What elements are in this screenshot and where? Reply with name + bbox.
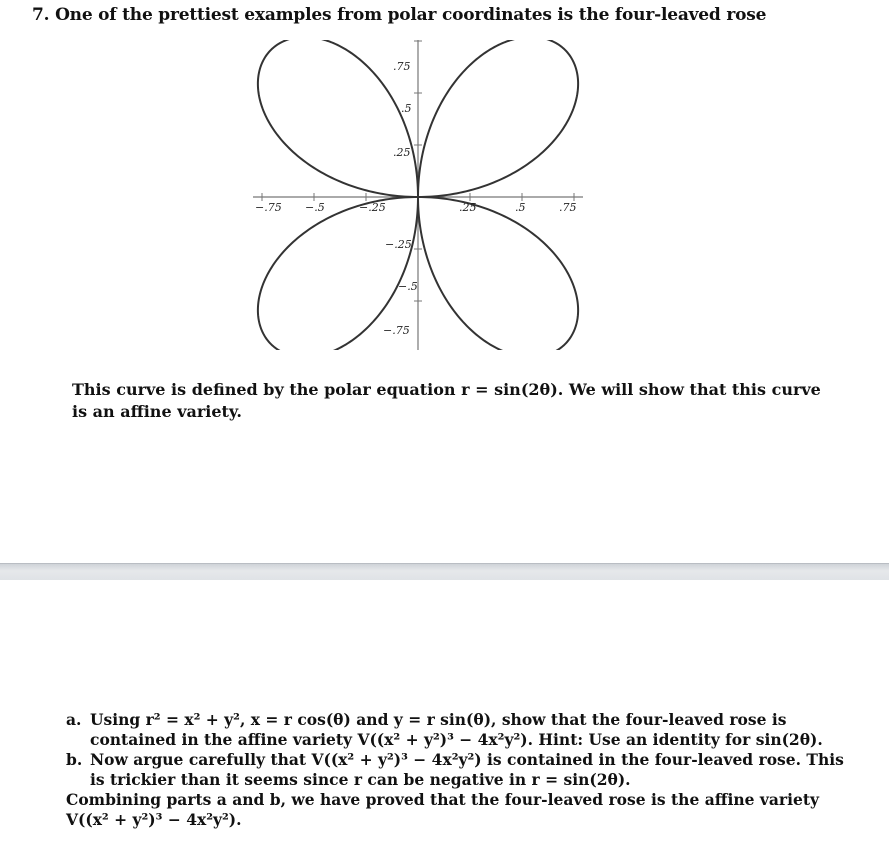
conclusion-paragraph: Combining parts a and b, we have proved that the four-leaved rose is the affine variety V((x² + y²)³ − 4x²y²). <box>66 790 820 829</box>
x-tick-label: −.5 <box>305 201 325 214</box>
part-a <box>66 710 846 750</box>
y-tick-label: −.25 <box>385 238 412 251</box>
question-heading: 7. One of the prettiest examples from polar coordinates is the four-leaved rose <box>32 5 767 25</box>
y-tick-label: .25 <box>393 146 411 159</box>
x-tick-label: −.25 <box>359 201 386 214</box>
four-leaved-rose-figure <box>253 40 583 350</box>
y-tick-label: .75 <box>393 60 411 73</box>
x-tick-label: .5 <box>515 201 526 214</box>
x-tick-label: .75 <box>559 201 577 214</box>
part-a-text: Using r² = x² + y², x = r cos(θ) and y = r sin(θ), show that the four-leaved rose is contained in the affine variety V((x² + y²)³ − 4x²y²). Hint: Use an identity for sin(2θ). <box>90 710 823 749</box>
x-tick-label: .25 <box>459 201 477 214</box>
intro-paragraph: This curve is defined by the polar equation r = sin(2θ). We will show that this curve is an affine variety. <box>72 380 821 421</box>
part-b <box>66 750 846 790</box>
part-b-text: Now argue carefully that V((x² + y²)³ − 4x²y²) is contained in the four-leaved rose. This is trickier than it seems since r can be negative in r = sin(2θ). <box>90 750 844 789</box>
y-tick-label: .5 <box>401 102 412 115</box>
y-tick-label: −.75 <box>383 324 410 337</box>
x-tick-label: −.75 <box>255 201 282 214</box>
part-a-label: a. <box>66 710 82 729</box>
question-parts <box>66 710 846 830</box>
y-tick-label: −.5 <box>398 280 418 293</box>
part-b-label: b. <box>66 750 83 769</box>
